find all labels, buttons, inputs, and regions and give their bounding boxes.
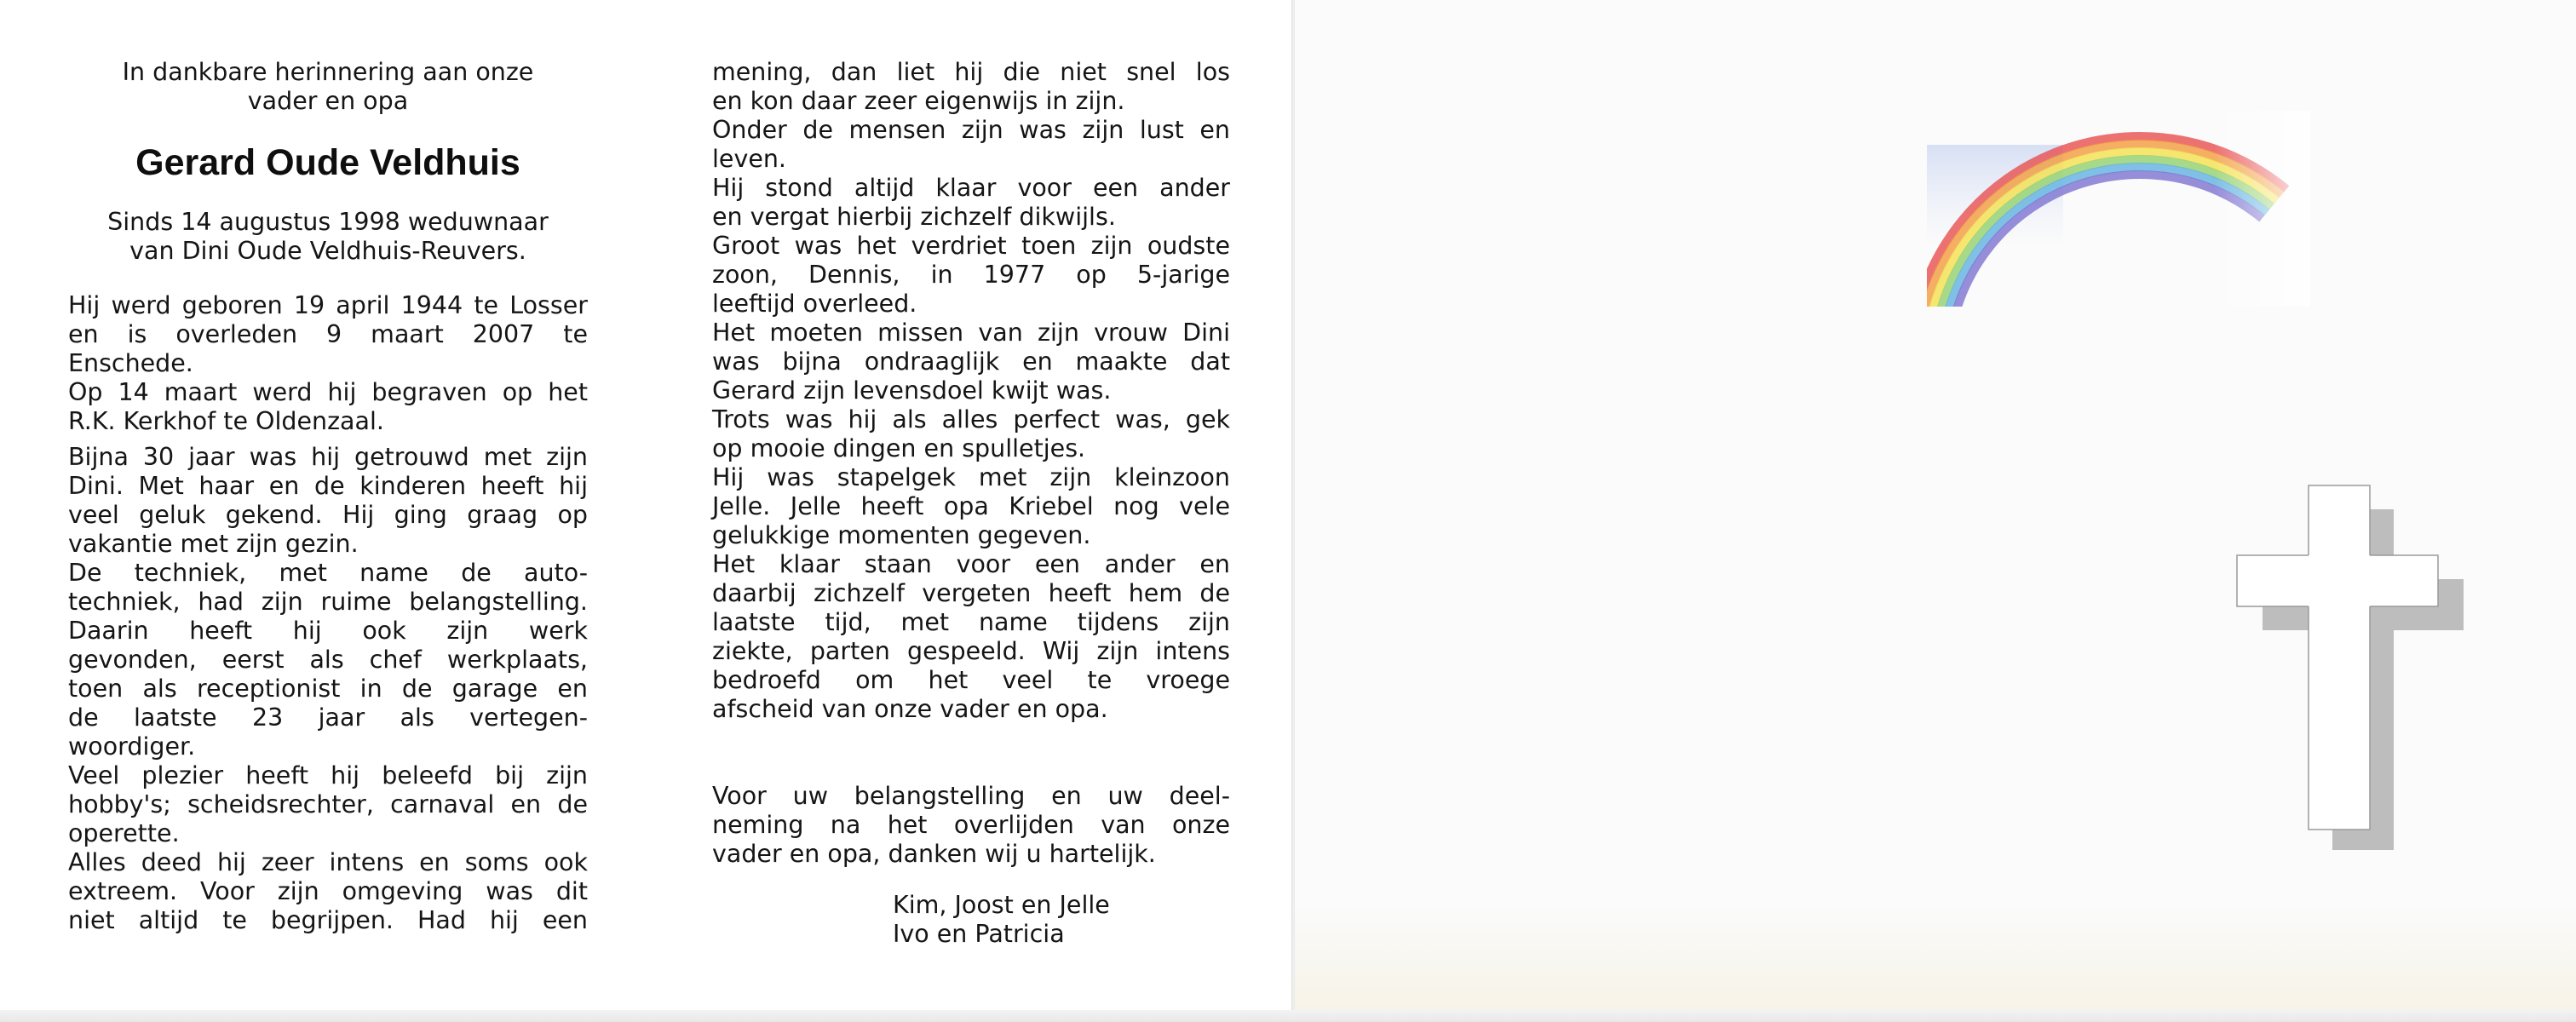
text-line: hobby's; scheidsrechter, carnaval en de (68, 790, 588, 818)
signature-line: Kim, Joost en Jelle (893, 891, 1110, 919)
continued-paragraph (712, 58, 1230, 724)
birth-death-paragraph (68, 291, 588, 436)
text-line: zoon, Dennis, in 1977 op 5-jarige (712, 261, 1230, 289)
text-line: Bijna 30 jaar was hij getrouwd met zijn (68, 443, 588, 471)
widower-line: Sinds 14 augustus 1998 weduwnaar (107, 208, 549, 236)
paper-tint (1295, 903, 2576, 1010)
text-line: woordiger. (68, 732, 196, 761)
signature-block (893, 891, 1230, 949)
text-line: Voor uw belangstelling en uw deel- (712, 782, 1230, 810)
text-line: Groot was het verdriet toen zijn oudste (712, 232, 1230, 260)
text-line: Daarin heeft hij ook zijn werk (68, 617, 588, 645)
text-line: operette. (68, 819, 180, 847)
text-line: vader en opa, danken wij u hartelijk. (712, 840, 1156, 868)
text-line: de laatste 23 jaar als vertegen- (68, 703, 588, 732)
text-line: Het klaar staan voor een ander en (712, 550, 1230, 578)
text-line: mening, dan liet hij die niet snel los (712, 58, 1230, 86)
text-line: daarbij zichzelf vergeten heeft hem de (712, 579, 1230, 607)
intro-line: vader en opa (247, 87, 409, 115)
text-line: en kon daar zeer eigenwijs in zijn. (712, 87, 1125, 115)
text-line: niet altijd te begrijpen. Had hij een (68, 906, 588, 934)
text-line: leeftijd overleed. (712, 290, 917, 318)
text-line: Trots was hij als alles perfect was, gek (712, 405, 1230, 433)
cross-graphic (2232, 484, 2470, 858)
text-line: gelukkige momenten gegeven. (712, 521, 1091, 549)
text-line: leven. (712, 145, 786, 173)
widower-line: van Dini Oude Veldhuis-Reuvers. (129, 237, 526, 265)
text-line: Alles deed hij zeer intens en soms ook (68, 848, 588, 876)
text-line: Onder de mensen zijn was zijn lust en (712, 116, 1230, 144)
text-line: Op 14 maart werd hij begraven op het (68, 378, 588, 406)
text-line: en is overleden 9 maart 2007 te (68, 320, 588, 348)
text-line: Het moeten missen van zijn vrouw Dini (712, 319, 1230, 347)
text-line: neming na het overlijden van onze (712, 811, 1230, 839)
text-line: afscheid van onze vader en opa. (712, 695, 1108, 723)
left-column (68, 58, 588, 935)
text-line: Enschede. (68, 349, 193, 377)
text-line: laatste tijd, met name tijdens zijn (712, 608, 1230, 636)
bottom-edge (0, 1010, 2576, 1022)
text-line: op mooie dingen en spulletjes. (712, 434, 1086, 462)
text-line: Jelle. Jelle heeft opa Kriebel nog vele (712, 492, 1230, 520)
text-line: en vergat hierbij zichzelf dikwijls. (712, 203, 1116, 231)
text-line: ziekte, parten gespeeld. Wij zijn intens (712, 637, 1230, 665)
text-line: Dini. Met haar en de kinderen heeft hij (68, 472, 588, 500)
text-line: toen als receptionist in de garage en (68, 675, 588, 703)
text-line: was bijna ondraaglijk en maakte dat (712, 347, 1230, 376)
thanks-paragraph (712, 782, 1230, 869)
deceased-name: Gerard Oude Veldhuis (135, 142, 520, 183)
rainbow-graphic (1927, 111, 2310, 307)
text-line: veel geluk gekend. Hij ging graag op (68, 501, 588, 529)
text-line: Hij werd geboren 19 april 1944 te Losser (68, 291, 588, 319)
text-line: Gerard zijn levensdoel kwijt was. (712, 376, 1112, 405)
cross-body (2237, 485, 2438, 830)
rainbow-fade (1927, 111, 2310, 307)
life-paragraph (68, 443, 588, 935)
text-line: Hij was stapelgek met zijn kleinzoon (712, 463, 1230, 491)
text-line: extreem. Voor zijn omgeving was dit (68, 877, 588, 905)
text-line: techniek, had zijn ruime belangstelling. (68, 588, 588, 616)
text-line: Hij stond altijd klaar voor een ander (712, 174, 1230, 202)
rainbow-icon (1927, 111, 2310, 307)
intro-text (68, 58, 588, 116)
text-line: vakantie met zijn gezin. (68, 530, 359, 558)
cross-icon (2232, 484, 2470, 858)
widower-text (68, 208, 588, 266)
right-column (712, 58, 1230, 949)
text-line: bedroefd om het veel te vroege (712, 666, 1230, 694)
text-line: gevonden, eerst als chef werkplaats, (68, 646, 588, 674)
intro-line: In dankbare herinnering aan onze (122, 58, 534, 86)
signature-line: Ivo en Patricia (893, 920, 1065, 948)
text-line: Veel plezier heeft hij beleefd bij zijn (68, 761, 588, 789)
text-line: R.K. Kerkhof te Oldenzaal. (68, 407, 384, 435)
text-line: De techniek, met name de auto- (68, 559, 588, 587)
